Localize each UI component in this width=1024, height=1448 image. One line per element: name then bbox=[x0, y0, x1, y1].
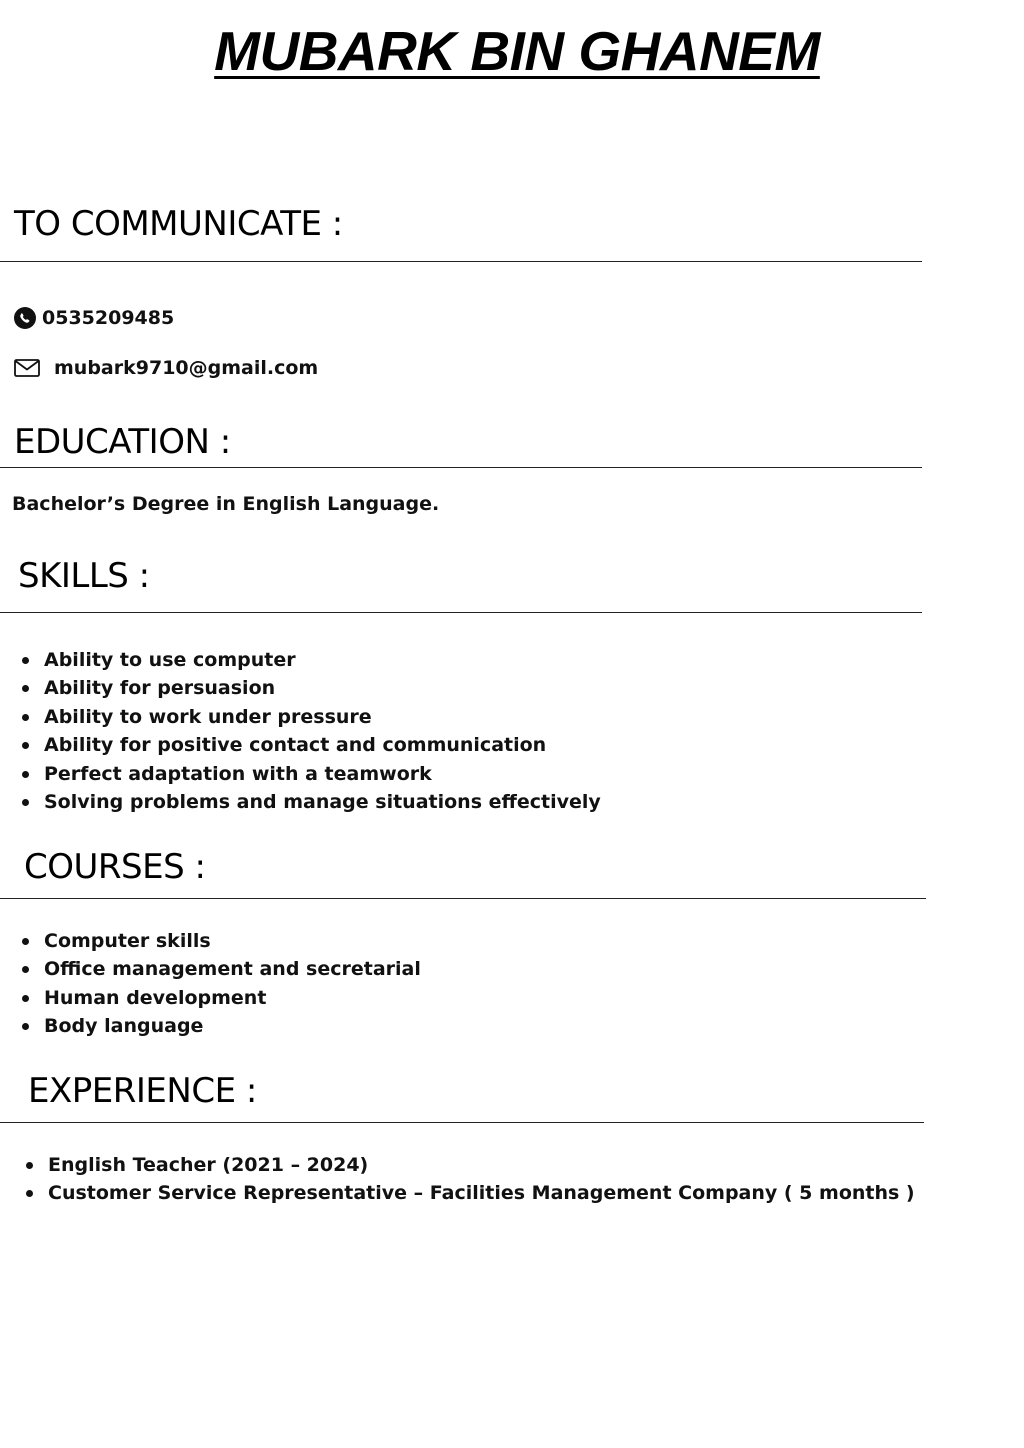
email-row bbox=[14, 357, 318, 379]
list-item: Solving problems and manage situations effectively bbox=[20, 788, 601, 816]
list-item: Ability to work under pressure bbox=[20, 703, 601, 731]
whatsapp-phone-icon bbox=[14, 307, 36, 329]
list-item: Office management and secretarial bbox=[20, 955, 421, 983]
skills-divider bbox=[0, 612, 922, 613]
courses-divider bbox=[0, 898, 926, 899]
skills-heading: SKILLS : bbox=[18, 556, 150, 596]
list-item: Body language bbox=[20, 1012, 421, 1040]
experience-list bbox=[24, 1151, 915, 1208]
list-item: Ability to use computer bbox=[20, 646, 601, 674]
list-item: English Teacher (2021 – 2024) bbox=[24, 1151, 915, 1179]
phone-number: 0535209485 bbox=[42, 307, 175, 329]
skills-list bbox=[20, 646, 601, 816]
courses-heading: COURSES : bbox=[24, 847, 206, 887]
list-item: Perfect adaptation with a teamwork bbox=[20, 760, 601, 788]
contact-divider bbox=[0, 261, 922, 262]
email-address: mubark9710@gmail.com bbox=[54, 357, 319, 379]
courses-list bbox=[20, 927, 421, 1041]
experience-divider bbox=[0, 1122, 924, 1123]
list-item: Human development bbox=[20, 984, 421, 1012]
resume-name: MUBARK BIN GHANEM bbox=[214, 20, 820, 82]
education-degree: Bachelor’s Degree in English Language. bbox=[12, 493, 440, 515]
list-item: Computer skills bbox=[20, 927, 421, 955]
envelope-icon bbox=[14, 359, 40, 377]
list-item: Customer Service Representative – Facilities Management Company ( 5 months ) bbox=[24, 1179, 915, 1207]
education-divider bbox=[0, 467, 922, 468]
list-item: Ability for persuasion bbox=[20, 674, 601, 702]
phone-row bbox=[14, 307, 174, 329]
experience-heading: EXPERIENCE : bbox=[28, 1071, 257, 1111]
education-heading: EDUCATION : bbox=[14, 422, 231, 462]
list-item: Ability for positive contact and communication bbox=[20, 731, 601, 759]
contact-heading: TO COMMUNICATE : bbox=[14, 204, 343, 244]
